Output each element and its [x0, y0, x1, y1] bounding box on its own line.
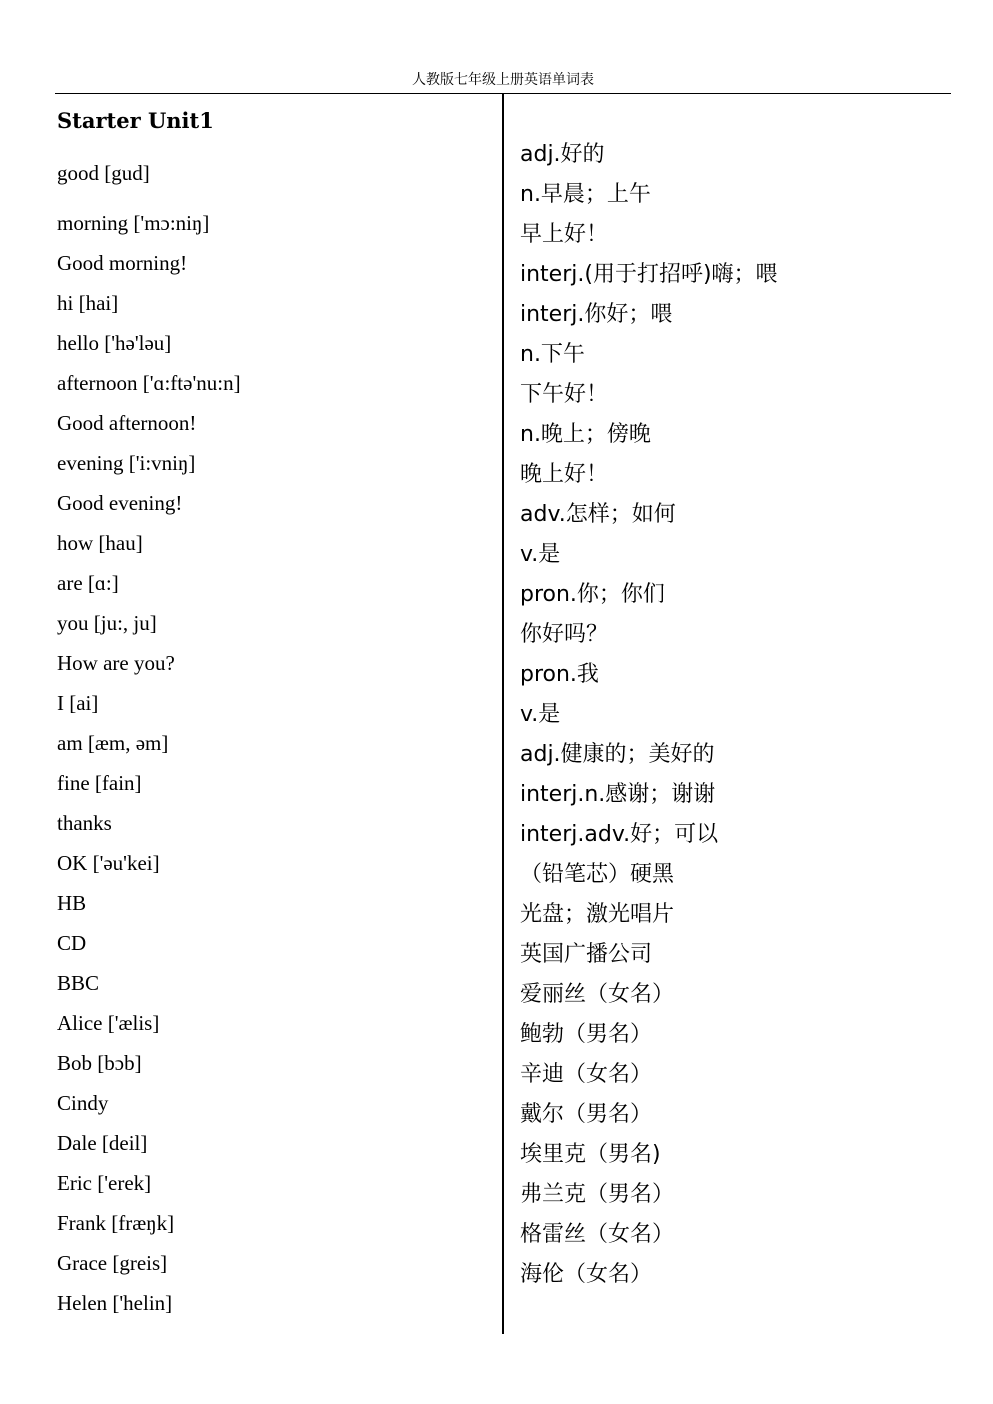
- meaning-entry: pron.我: [520, 662, 599, 687]
- word-entry: CD: [57, 931, 87, 955]
- word-entry: Good evening!: [57, 491, 183, 515]
- unit-title: Starter Unit1: [57, 108, 214, 133]
- word-entry: HB: [57, 891, 87, 915]
- word-entry: Good morning!: [57, 251, 188, 275]
- word-entry: hello ['hə'ləu]: [57, 331, 172, 355]
- meaning-entry: 爱丽丝（女名）: [520, 982, 675, 1007]
- word-entry: good [gud]: [57, 161, 150, 185]
- meaning-entry: 埃里克（男名): [520, 1142, 661, 1167]
- word-entry: Dale [deil]: [57, 1131, 148, 1155]
- word-entry: afternoon ['ɑ:ftə'nu:n]: [57, 371, 241, 395]
- meaning-entry: 鲍勃（男名）: [520, 1022, 653, 1047]
- word-entry: hi [hai]: [57, 291, 119, 315]
- meaning-entry: interj.你好；喂: [520, 302, 673, 327]
- meaning-entry: 海伦（女名）: [520, 1262, 653, 1287]
- meaning-entry: （铅笔芯）硬黑: [520, 862, 675, 887]
- meaning-entry: adj.健康的；美好的: [520, 742, 715, 767]
- meaning-entry: 辛迪（女名）: [520, 1062, 653, 1087]
- word-entry: morning ['mɔ:niŋ]: [57, 211, 210, 235]
- meaning-entry: n.晚上；傍晚: [520, 422, 651, 447]
- word-entry: Eric ['erek]: [57, 1171, 152, 1195]
- word-entry: are [ɑ:]: [57, 571, 119, 595]
- meaning-entry: 晚上好！: [520, 462, 609, 487]
- word-entry: Cindy: [57, 1091, 109, 1115]
- meaning-entry: 光盘；激光唱片: [520, 902, 675, 927]
- word-entry: fine [fain]: [57, 771, 142, 795]
- word-entry: OK ['əu'kei]: [57, 851, 160, 875]
- word-entry: BBC: [57, 971, 100, 995]
- word-entry: Good afternoon!: [57, 411, 197, 435]
- word-entry: you [ju:, ju]: [57, 611, 157, 635]
- meaning-entry: adv.怎样；如何: [520, 502, 676, 527]
- word-entry: Bob [bɔb]: [57, 1051, 142, 1075]
- meaning-entry: n.下午: [520, 342, 585, 367]
- word-column: [57, 158, 497, 1328]
- meaning-entry: interj.(用于打招呼)嗨；喂: [520, 262, 778, 287]
- word-entry: Grace [greis]: [57, 1251, 168, 1275]
- meaning-entry: interj.adv.好；可以: [520, 822, 719, 847]
- meaning-entry: v.是: [520, 702, 561, 727]
- meaning-entry: 你好吗？: [520, 622, 609, 647]
- meaning-entry: 下午好！: [520, 382, 609, 407]
- word-entry: I [ai]: [57, 691, 99, 715]
- meaning-entry: v.是: [520, 542, 561, 567]
- column-divider: [502, 94, 504, 1334]
- word-entry: thanks: [57, 811, 112, 835]
- meaning-entry: 英国广播公司: [520, 942, 653, 967]
- meaning-entry: 戴尔（男名）: [520, 1102, 653, 1127]
- meaning-entry: n.早晨；上午: [520, 182, 651, 207]
- word-entry: Frank [fræŋk]: [57, 1211, 175, 1235]
- word-entry: Helen ['helin]: [57, 1291, 173, 1315]
- meaning-entry: 格雷丝（女名）: [520, 1222, 675, 1247]
- word-entry: evening ['i:vniŋ]: [57, 451, 196, 475]
- meaning-entry: pron.你；你们: [520, 582, 665, 607]
- meaning-entry: adj.好的: [520, 142, 605, 167]
- meaning-entry: 弗兰克（男名）: [520, 1182, 675, 1207]
- meaning-entry: interj.n.感谢；谢谢: [520, 782, 716, 807]
- meaning-entry: 早上好！: [520, 222, 609, 247]
- page-header: 人教版七年级上册英语单词表: [412, 72, 594, 88]
- word-entry: Alice ['ælis]: [57, 1011, 160, 1035]
- meaning-column: [520, 140, 960, 1300]
- word-entry: am [æm, əm]: [57, 731, 169, 755]
- word-entry: how [hau]: [57, 531, 143, 555]
- word-entry: How are you?: [57, 651, 175, 675]
